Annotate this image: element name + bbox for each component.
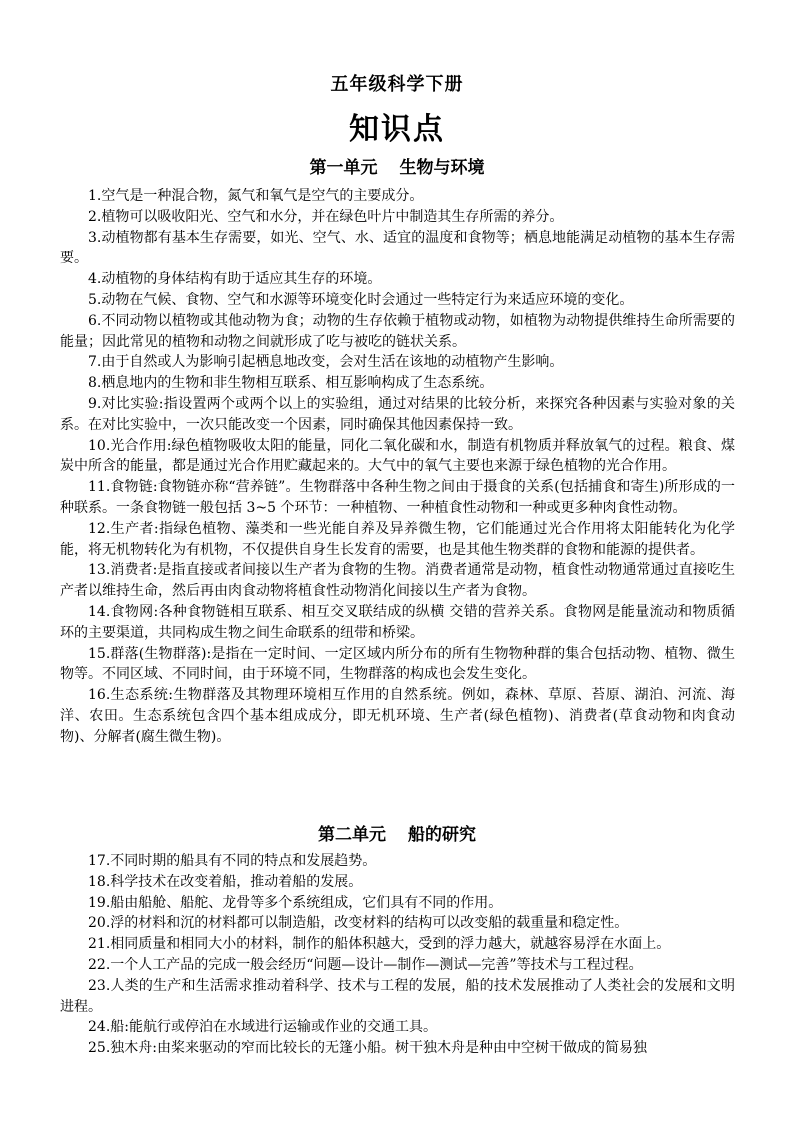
unit-2-topic: 船的研究 [408,825,476,845]
unit-2-list [60,851,735,1059]
list-item: 9.对比实验:指设置两个或两个以上的实验组，通过对结果的比较分析，来探究各种因素与实验对象的关系。在对比实验中，一次只能改变一个因素，同时确保其他因素保持一致。 [60,395,735,433]
unit-1-name: 第一单元 [309,158,378,178]
list-item: 4.动植物的身体结构有助于适应其生存的环境。 [88,271,382,288]
list-item: 11.食物链:食物链亦称“营养链”。生物群落中各种生物之间由于摄食的关系(包括捕食和寄生)所形成的一种联系。一条食物链一般包括 3~5 个环节：一种植物、一种植食性动物和一种或更多种肉食性动物。 [60,479,735,516]
list-item: 23.人类的生产和生活需求推动着科学、技术与工程的发展，船的技术发展推动了人类社会的发展和文明进程。 [60,977,735,1015]
list-item: 6.不同动物以植物或其他动物为食；动物的生存依赖于植物或动物，如植物为动物提供维持生命所需要的能量；因此常见的植物和动物之间就形成了吃与被吃的链状关系。 [60,312,735,350]
unit-1-list [60,186,735,748]
list-item: 24.船:能航行或停泊在水域进行运输或作业的交通工具。 [88,1019,437,1036]
list-item: 13.消费者:是指直接或者间接以生产者为食物的生物。消费者通常是动物，植食性动物通常通过直接吃生产者以维持生命，然后再由肉食动物将植食性动物消化间接以生产者为食物。 [60,562,735,600]
list-item: 1.空气是一种混合物，氮气和氧气是空气的主要成分。 [88,188,424,204]
list-item: 3.动植物都有基本生存需要，如光、空气、水、适宜的温度和食物等；栖息地能满足动植物的基本生存需要。 [60,229,735,267]
unit-2-heading [0,820,794,845]
list-item: 20.浮的材料和沉的材料都可以制造船，改变材料的结构可以改变船的载重量和稳定性。 [88,915,629,932]
list-item: 16.生态系统:生物群落及其物理环境相互作用的自然系统。例如，森林、草原、苔原、湖泊、河流、海洋、农田。生态系统包含四个基本组成成分，即无机环境、生产者(绿色植物)、消费者(草食动物和肉食动物)、分解者(腐生微生物)。 [60,687,735,745]
list-item: 7.由于自然或人为影响引起栖息地改变，会对生活在该地的动植物产生影响。 [88,354,564,371]
list-item: 19.船由船舱、船舵、龙骨等多个系统组成，它们具有不同的作用。 [88,894,503,911]
document-subtitle: 知识点 [349,112,445,147]
list-item: 21.相同质量和相同大小的材料，制作的船体积越大，受到的浮力越大，就越容易浮在水面上。 [88,936,671,953]
list-item: 10.光合作用:绿色植物吸收太阳的能量，同化二氧化碳和水，制造有机物质并释放氧气的过程。粮食、煤炭中所含的能量，都是通过光合作用贮藏起来的。大气中的氧气主要也来源于绿色植物的光合作用。 [60,437,735,475]
list-item: 25.独木舟:由桨来驱动的窄而比较长的无篷小船。树干独木舟是种由中空树干做成的简易独 [88,1040,647,1057]
unit-1-heading [0,153,794,178]
list-item: 2.植物可以吸收阳光、空气和水分，并在绿色叶片中制造其生存所需的养分。 [88,208,564,225]
list-item: 17.不同时期的船具有不同的特点和发展趋势。 [88,853,377,869]
list-item: 14.食物网:各种食物链相互联系、相互交叉联结成的纵横 交错的营养关系。食物网是能量流动和物质循环的主要渠道，共同构成生物之间生命联系的纽带和桥梁。 [60,603,735,641]
list-item: 12.生产者:指绿色植物、藻类和一些光能自养及异养微生物，它们能通过光合作用将太阳能转化为化学能，将无机物转化为有机物，不仅提供自身生长发育的需要，也是其他生物类群的食物和能源的提供者。 [60,520,735,558]
unit-2-name: 第二单元 [318,825,386,845]
list-item: 18.科学技术在改变着船，推动着船的发展。 [88,873,363,890]
document-title: 五年级科学下册 [330,74,464,95]
list-item: 8.栖息地内的生物和非生物相互联系、相互影响构成了生态系统。 [88,375,494,392]
list-item: 5.动物在气候、食物、空气和水源等环境变化时会通过一些特定行为来适应环境的变化。 [88,291,634,308]
unit-1-topic: 生物与环境 [399,158,485,178]
list-item: 15.群落(生物群落):是指在一定时间、一定区域内所分布的所有生物物种群的集合包括动物、植物、微生物等。不同区域、不同时间，由于环境不同，生物群落的构成也会发生变化。 [60,645,735,683]
list-item: 22.一个人工产品的完成一般会经历“问题—设计—制作—测试—完善”等技术与工程过程。 [88,956,643,973]
